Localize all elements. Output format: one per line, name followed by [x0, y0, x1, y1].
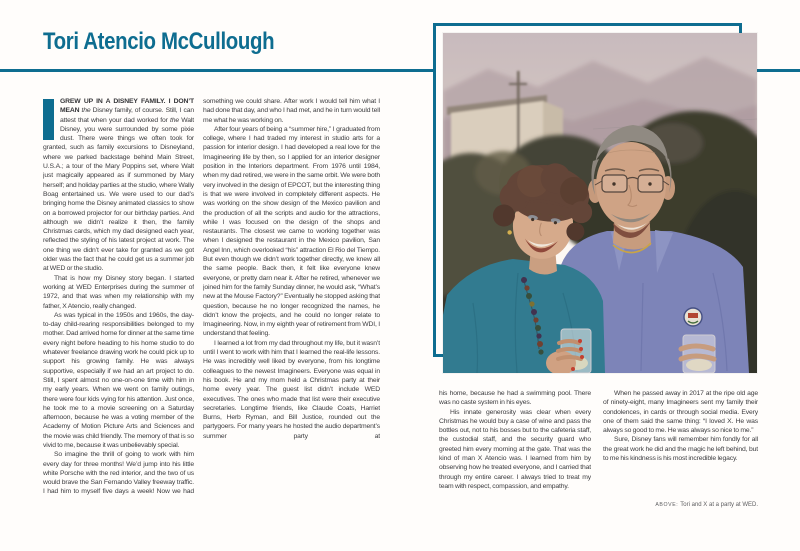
paragraph: That is how my Disney story began. I started working at WED Enterprises during the summer of 1972, and that was when my relationship with my father, X Atencio, really changed.	[43, 274, 194, 310]
paragraph: After four years of being a “summer hire,” I graduated from college, where I had traded my interest in studio arts for a passion for interior design. I had developed a real love for the Imagineering life by then, so I applied for an interior designer position in the Interiors department. From 1976 until 1984, when my dad retired, we were in the same orbit. We were both very involved in the design of EPCOT, but the interesting thing is that we were involved in completely different aspects. He was working on the show design of the Mexico pavilion and the production of all the scripts and audio for the attractions, while I was focused on the design of the shops and restaurants. The closest we came to working together was when I designed the restaurant in the Mexico pavilion, San Angel Inn, which overlooked “his” attraction El Rio del Tiempo. But even though we didn’t work together directly, we knew all the same people. Back then, it felt like everyone knew everyone, or pretty darn near it. After he retired, whenever we joined him for the family Sunday dinner, he would ask, “What’s new at the Mouse Factory?” Eventually he stopped asking that question, because he no longer recognized the names, he didn’t know the projects, and he could no longer relate to Imagineering. Now, in my eighth year of retirement from WDI, I understand that feeling.	[203, 125, 380, 338]
paragraph: Sure, Disney fans will remember him fondly for all the great work he did and the magic he left behind, but to me his kindness is his most incredible legacy.	[603, 436, 758, 463]
paragraph: His innate generosity was clear when every Christmas he would buy a case of wine and pass the bottles out, not to his bosses but to the cafeteria staff, the custodial staff, and the security guard who greeted him every morning at the gate. That was the kind of man X Atencio was. I learned from him by observing how he treated everyone, and I carried that through my entire career. I always tried to treat my team with respect, compassion, and empathy.	[439, 408, 591, 490]
caption-text: Tori and X at a party at WED.	[680, 502, 758, 508]
lead-paragraph-text: the Disney family, of course. Still, I can attest that when your dad worked for the Walt Disney, you were surrounded by some pixie dust. There were things we often took for granted, such as family excursions to Disneyland, where we parked backstage behind Main Street, U.S.A.; a tour of the Mary Poppins set, where Walt just magically appeared as if summoned by Mary herself; and holiday parties at the studio, where Wally Boag entertained us. We were used to our dad’s bringing home the Disney animated classics to show on a borrowed projector for our birthday parties. And although we didn’t realize it then, the family Christmas cards, which my dad designed each year, reflected the styling of his latest project at work. The one thing we didn’t ever take for granted as we got older was the fact that he could get us a summer job at WED or the studio.	[43, 107, 194, 273]
paragraph-continuation: something we could share. After work I would tell him what I had done that day, and who I had met, and he in turn would tell me what he was working on.	[203, 98, 380, 124]
text-column-2	[203, 97, 380, 505]
page-title: Tori Atencio McCullough	[43, 28, 275, 55]
caption-label: ABOVE:	[655, 502, 679, 508]
lead-in-text: GREW UP IN A DISNEY FAMILY. I DON’T MEAN	[60, 98, 194, 115]
paragraph: When he passed away in 2017 at the ripe old age of ninety-eight, many Imagineers sent my family their condolences, in cards or through social media. Every one of them said the same thing: “I loved X. He was always so good to me. He was always so nice to me.”	[603, 390, 758, 435]
photo	[443, 33, 757, 373]
lead-paragraph	[43, 97, 194, 274]
photo-caption	[558, 501, 758, 509]
paragraph-continuation: his home, because he had a swimming pool. There was no caste system in his eyes.	[439, 390, 591, 407]
paragraph: I learned a lot from my dad throughout my life, but it wasn’t until I went to work with him that I learned the real-life lessons. He was incredibly well liked by everyone, from his longtime colleagues to the newest Imagineers. Everyone was equal in his book. He and my mom held a Christmas party at their home every year. The guest list didn’t include WED executives. The ones who made that list were their executive secretaries. Longtime friends, like Claude Coats, Harriet Burns, Herb Ryman, and Bill Justice, rounded out the partygoers. For many years he hosted the audio department’s summer party at	[203, 339, 380, 440]
drop-cap-letter	[43, 99, 54, 140]
text-column-4	[603, 389, 758, 507]
photo-warm-tint	[443, 33, 757, 373]
paragraph: So imagine the thrill of going to work with him every day for three months! We’d jump into his little white Porsche with the red interior, and the two of us would brave the San Fernando Valley freeway traffic. I had him to myself five days a week! Now we had	[43, 451, 194, 496]
text-column-3	[439, 389, 591, 507]
photo-illustration	[443, 33, 757, 373]
text-column-1	[43, 97, 194, 505]
paragraph: As was typical in the 1950s and 1960s, the day-to-day child-rearing responsibilities belonged to my mother. Dad arrived home for dinner at the same time every night before heading to his home studio to do whatever freelance drawing work he could pick up to support his growing family. He was always supportive, especially if we had an art project to do. Still, I spent almost no one-on-one time with him in my early years. When we went on family outings, there were four kids vying for his attention. Just once, he took me to a movie screening on a Saturday afternoon, because he was a voting member of the Academy of Motion Picture Arts and Sciences and the movie was child friendly. The memory of that is so vivid to me, because it was unbelievably special.	[43, 311, 194, 449]
